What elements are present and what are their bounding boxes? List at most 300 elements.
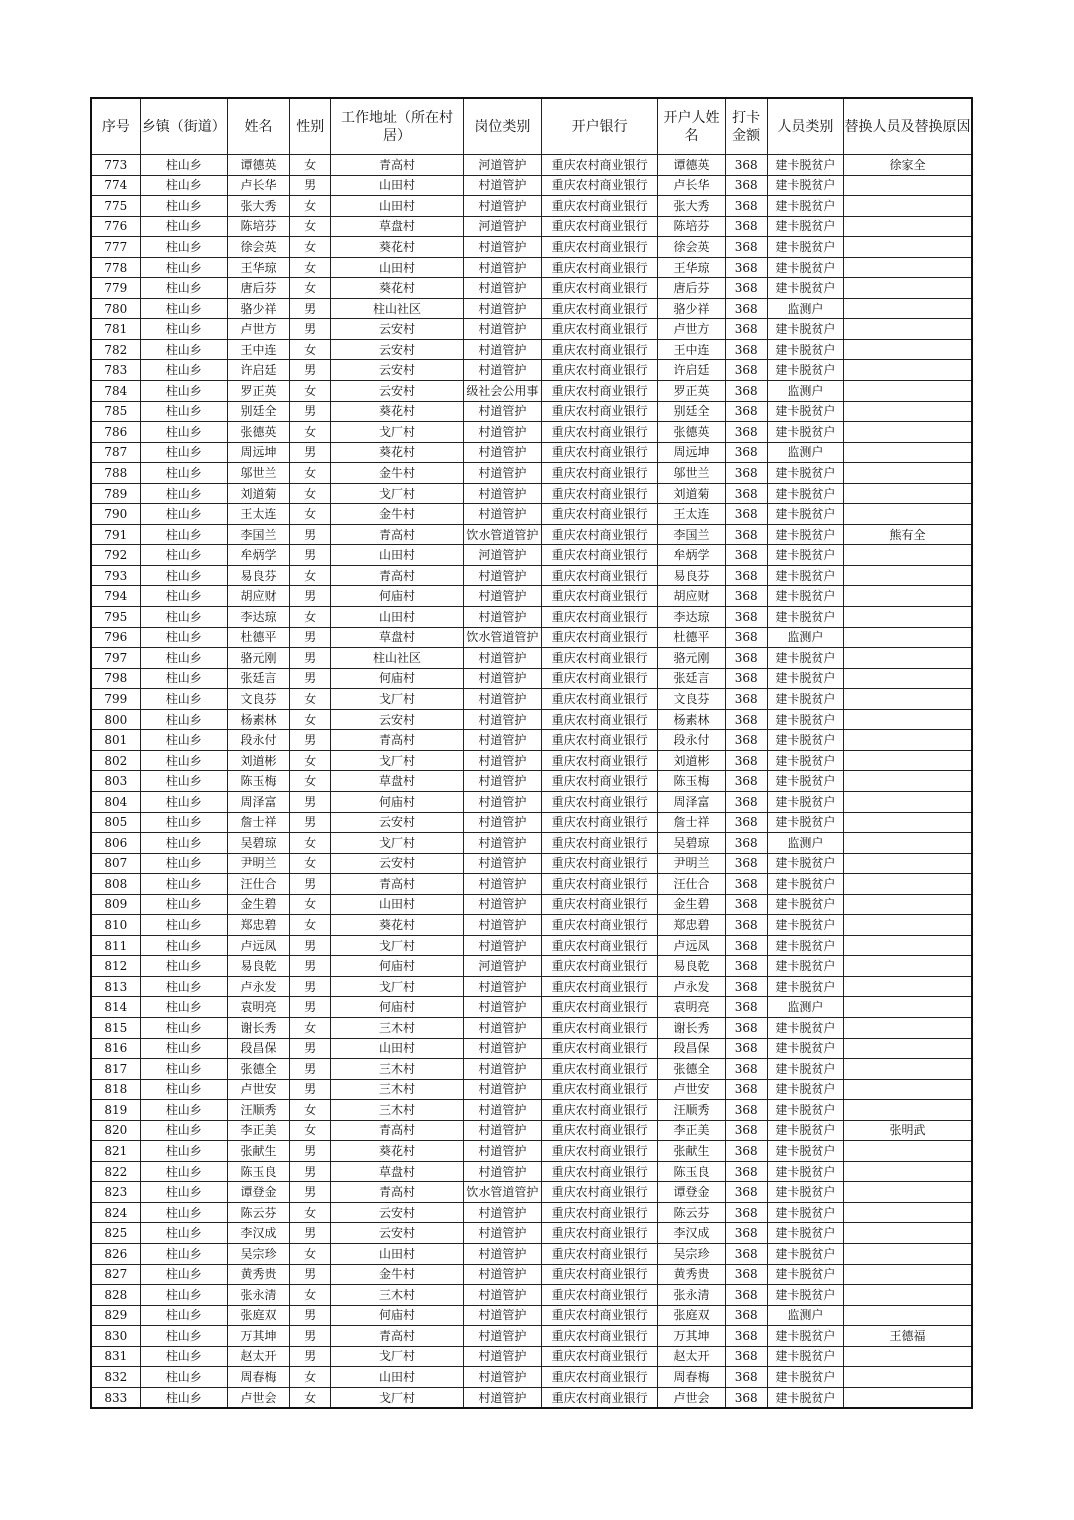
replacement-cell [843, 1223, 972, 1244]
amount-cell: 368 [725, 1120, 767, 1141]
address-cell: 山田村 [331, 1038, 463, 1059]
gender-cell: 男 [290, 524, 331, 545]
address-cell: 青高村 [331, 874, 463, 895]
name-cell: 陈玉良 [227, 1161, 289, 1182]
amount-cell: 368 [725, 750, 767, 771]
table-row [91, 422, 972, 443]
replacement-cell [843, 894, 972, 915]
post-type-cell: 村道管护 [463, 812, 541, 833]
gender-cell: 女 [290, 155, 331, 176]
amount-cell: 368 [725, 1367, 767, 1388]
serial-cell: 775 [91, 196, 140, 217]
table-row [91, 894, 972, 915]
table-row [91, 1326, 972, 1347]
bank-cell: 重庆农村商业银行 [541, 339, 657, 360]
amount-cell: 368 [725, 689, 767, 710]
category-cell: 建卡脱贫户 [767, 360, 843, 381]
table-row [91, 1161, 972, 1182]
holder-cell: 段永付 [658, 730, 725, 751]
post-type-cell: 饮水管道管护 [463, 627, 541, 648]
bank-cell: 重庆农村商业银行 [541, 689, 657, 710]
holder-cell: 卢世方 [658, 319, 725, 340]
name-cell: 卢世安 [227, 1079, 289, 1100]
holder-cell: 张献生 [658, 1141, 725, 1162]
address-cell: 草盘村 [331, 771, 463, 792]
holder-cell: 郑忠碧 [658, 915, 725, 936]
gender-cell: 男 [290, 360, 331, 381]
gender-cell: 女 [290, 1367, 331, 1388]
holder-cell: 王中连 [658, 339, 725, 360]
table-row [91, 730, 972, 751]
holder-cell: 詹士祥 [658, 812, 725, 833]
serial-cell: 784 [91, 381, 140, 402]
category-cell: 建卡脱贫户 [767, 565, 843, 586]
township-cell: 柱山乡 [140, 689, 227, 710]
amount-cell: 368 [725, 524, 767, 545]
township-cell: 柱山乡 [140, 1243, 227, 1264]
serial-cell: 773 [91, 155, 140, 176]
holder-cell: 赵太开 [658, 1346, 725, 1367]
table-row [91, 565, 972, 586]
category-cell: 建卡脱贫户 [767, 976, 843, 997]
amount-cell: 368 [725, 1305, 767, 1326]
township-cell: 柱山乡 [140, 1100, 227, 1121]
serial-cell: 777 [91, 237, 140, 258]
amount-cell: 368 [725, 1182, 767, 1203]
roster-table [90, 97, 973, 1409]
amount-cell: 368 [725, 360, 767, 381]
gender-cell: 女 [290, 1243, 331, 1264]
replacement-cell [843, 648, 972, 669]
serial-cell: 802 [91, 750, 140, 771]
header-amount: 打卡金额 [725, 98, 767, 155]
gender-cell: 男 [290, 627, 331, 648]
township-cell: 柱山乡 [140, 1141, 227, 1162]
post-type-cell: 饮水管道管护 [463, 1182, 541, 1203]
gender-cell: 男 [290, 1141, 331, 1162]
name-cell: 别廷全 [227, 401, 289, 422]
holder-cell: 张廷言 [658, 668, 725, 689]
table-row [91, 1120, 972, 1141]
post-type-cell: 村道管护 [463, 1243, 541, 1264]
holder-cell: 卢远凤 [658, 935, 725, 956]
table-row [91, 956, 972, 977]
amount-cell: 368 [725, 730, 767, 751]
serial-cell: 820 [91, 1120, 140, 1141]
serial-cell: 793 [91, 565, 140, 586]
bank-cell: 重庆农村商业银行 [541, 1202, 657, 1223]
address-cell: 青高村 [331, 1326, 463, 1347]
table-row [91, 812, 972, 833]
holder-cell: 易良芬 [658, 565, 725, 586]
category-cell: 建卡脱贫户 [767, 1161, 843, 1182]
bank-cell: 重庆农村商业银行 [541, 524, 657, 545]
replacement-cell [843, 401, 972, 422]
name-cell: 张献生 [227, 1141, 289, 1162]
serial-cell: 798 [91, 668, 140, 689]
post-type-cell: 村道管护 [463, 1202, 541, 1223]
amount-cell: 368 [725, 586, 767, 607]
bank-cell: 重庆农村商业银行 [541, 791, 657, 812]
bank-cell: 重庆农村商业银行 [541, 298, 657, 319]
holder-cell: 许启廷 [658, 360, 725, 381]
serial-cell: 790 [91, 504, 140, 525]
holder-cell: 段昌保 [658, 1038, 725, 1059]
address-cell: 山田村 [331, 196, 463, 217]
gender-cell: 女 [290, 915, 331, 936]
township-cell: 柱山乡 [140, 976, 227, 997]
table-row [91, 278, 972, 299]
serial-cell: 792 [91, 545, 140, 566]
table-row [91, 833, 972, 854]
table-row [91, 1243, 972, 1264]
township-cell: 柱山乡 [140, 442, 227, 463]
replacement-cell [843, 1141, 972, 1162]
township-cell: 柱山乡 [140, 894, 227, 915]
township-cell: 柱山乡 [140, 791, 227, 812]
serial-cell: 794 [91, 586, 140, 607]
table-row [91, 668, 972, 689]
post-type-cell: 级社会公用事 [463, 381, 541, 402]
address-cell: 戈厂村 [331, 833, 463, 854]
table-row [91, 237, 972, 258]
address-cell: 青高村 [331, 1120, 463, 1141]
township-cell: 柱山乡 [140, 237, 227, 258]
replacement-cell [843, 1182, 972, 1203]
category-cell: 建卡脱贫户 [767, 463, 843, 484]
name-cell: 王太连 [227, 504, 289, 525]
serial-cell: 828 [91, 1285, 140, 1306]
address-cell: 何庙村 [331, 586, 463, 607]
township-cell: 柱山乡 [140, 483, 227, 504]
township-cell: 柱山乡 [140, 339, 227, 360]
amount-cell: 368 [725, 1202, 767, 1223]
serial-cell: 778 [91, 257, 140, 278]
bank-cell: 重庆农村商业银行 [541, 422, 657, 443]
table-row [91, 648, 972, 669]
address-cell: 葵花村 [331, 278, 463, 299]
table-row [91, 1059, 972, 1080]
gender-cell: 男 [290, 668, 331, 689]
table-row [91, 1038, 972, 1059]
post-type-cell: 村道管护 [463, 196, 541, 217]
post-type-cell: 村道管护 [463, 1100, 541, 1121]
post-type-cell: 河道管护 [463, 216, 541, 237]
replacement-cell [843, 1100, 972, 1121]
gender-cell: 男 [290, 1161, 331, 1182]
replacement-cell [843, 915, 972, 936]
gender-cell: 男 [290, 1326, 331, 1347]
name-cell: 文良芬 [227, 689, 289, 710]
bank-cell: 重庆农村商业银行 [541, 175, 657, 196]
gender-cell: 男 [290, 1059, 331, 1080]
post-type-cell: 村道管护 [463, 319, 541, 340]
serial-cell: 811 [91, 935, 140, 956]
township-cell: 柱山乡 [140, 1346, 227, 1367]
serial-cell: 832 [91, 1367, 140, 1388]
post-type-cell: 村道管护 [463, 360, 541, 381]
post-type-cell: 村道管护 [463, 997, 541, 1018]
bank-cell: 重庆农村商业银行 [541, 463, 657, 484]
category-cell: 建卡脱贫户 [767, 278, 843, 299]
name-cell: 周远坤 [227, 442, 289, 463]
post-type-cell: 村道管护 [463, 504, 541, 525]
holder-cell: 袁明亮 [658, 997, 725, 1018]
township-cell: 柱山乡 [140, 545, 227, 566]
amount-cell: 368 [725, 155, 767, 176]
bank-cell: 重庆农村商业银行 [541, 1182, 657, 1203]
table-row [91, 1182, 972, 1203]
holder-cell: 陈玉良 [658, 1161, 725, 1182]
bank-cell: 重庆农村商业银行 [541, 216, 657, 237]
holder-cell: 李汉成 [658, 1223, 725, 1244]
replacement-cell [843, 750, 972, 771]
gender-cell: 女 [290, 689, 331, 710]
post-type-cell: 村道管护 [463, 648, 541, 669]
serial-cell: 819 [91, 1100, 140, 1121]
gender-cell: 女 [290, 750, 331, 771]
category-cell: 建卡脱贫户 [767, 709, 843, 730]
bank-cell: 重庆农村商业银行 [541, 1079, 657, 1100]
category-cell: 建卡脱贫户 [767, 155, 843, 176]
category-cell: 建卡脱贫户 [767, 689, 843, 710]
township-cell: 柱山乡 [140, 956, 227, 977]
bank-cell: 重庆农村商业银行 [541, 483, 657, 504]
serial-cell: 818 [91, 1079, 140, 1100]
holder-cell: 杨素林 [658, 709, 725, 730]
name-cell: 吴碧琼 [227, 833, 289, 854]
serial-cell: 829 [91, 1305, 140, 1326]
township-cell: 柱山乡 [140, 196, 227, 217]
gender-cell: 男 [290, 997, 331, 1018]
serial-cell: 824 [91, 1202, 140, 1223]
replacement-cell [843, 689, 972, 710]
post-type-cell: 村道管护 [463, 935, 541, 956]
table-row [91, 689, 972, 710]
category-cell: 建卡脱贫户 [767, 771, 843, 792]
township-cell: 柱山乡 [140, 175, 227, 196]
category-cell: 监测户 [767, 833, 843, 854]
township-cell: 柱山乡 [140, 257, 227, 278]
bank-cell: 重庆农村商业银行 [541, 997, 657, 1018]
serial-cell: 816 [91, 1038, 140, 1059]
address-cell: 青高村 [331, 155, 463, 176]
bank-cell: 重庆农村商业银行 [541, 771, 657, 792]
replacement-cell [843, 586, 972, 607]
holder-cell: 骆少祥 [658, 298, 725, 319]
gender-cell: 男 [290, 586, 331, 607]
amount-cell: 368 [725, 422, 767, 443]
bank-cell: 重庆农村商业银行 [541, 155, 657, 176]
holder-cell: 张永清 [658, 1285, 725, 1306]
gender-cell: 女 [290, 257, 331, 278]
serial-cell: 795 [91, 607, 140, 628]
gender-cell: 女 [290, 1017, 331, 1038]
township-cell: 柱山乡 [140, 319, 227, 340]
bank-cell: 重庆农村商业银行 [541, 1243, 657, 1264]
serial-cell: 800 [91, 709, 140, 730]
table-row [91, 196, 972, 217]
township-cell: 柱山乡 [140, 853, 227, 874]
gender-cell: 女 [290, 709, 331, 730]
table-row [91, 504, 972, 525]
holder-cell: 周春梅 [658, 1367, 725, 1388]
gender-cell: 女 [290, 463, 331, 484]
name-cell: 杜德平 [227, 627, 289, 648]
bank-cell: 重庆农村商业银行 [541, 874, 657, 895]
replacement-cell [843, 1387, 972, 1408]
category-cell: 建卡脱贫户 [767, 1285, 843, 1306]
table-row [91, 1141, 972, 1162]
gender-cell: 男 [290, 791, 331, 812]
bank-cell: 重庆农村商业银行 [541, 627, 657, 648]
township-cell: 柱山乡 [140, 997, 227, 1018]
holder-cell: 汪仕合 [658, 874, 725, 895]
serial-cell: 805 [91, 812, 140, 833]
category-cell: 建卡脱贫户 [767, 812, 843, 833]
township-cell: 柱山乡 [140, 1120, 227, 1141]
replacement-cell [843, 771, 972, 792]
township-cell: 柱山乡 [140, 935, 227, 956]
post-type-cell: 村道管护 [463, 1264, 541, 1285]
address-cell: 三木村 [331, 1017, 463, 1038]
category-cell: 建卡脱贫户 [767, 1182, 843, 1203]
name-cell: 陈培芬 [227, 216, 289, 237]
post-type-cell: 村道管护 [463, 401, 541, 422]
post-type-cell: 村道管护 [463, 175, 541, 196]
bank-cell: 重庆农村商业银行 [541, 853, 657, 874]
holder-cell: 汪顺秀 [658, 1100, 725, 1121]
header-township: 乡镇（街道） [140, 98, 227, 155]
address-cell: 何庙村 [331, 956, 463, 977]
serial-cell: 833 [91, 1387, 140, 1408]
township-cell: 柱山乡 [140, 874, 227, 895]
serial-cell: 781 [91, 319, 140, 340]
post-type-cell: 村道管护 [463, 730, 541, 751]
name-cell: 郑忠碧 [227, 915, 289, 936]
category-cell: 建卡脱贫户 [767, 874, 843, 895]
replacement-cell [843, 545, 972, 566]
amount-cell: 368 [725, 1017, 767, 1038]
post-type-cell: 村道管护 [463, 1120, 541, 1141]
category-cell: 建卡脱贫户 [767, 956, 843, 977]
township-cell: 柱山乡 [140, 1202, 227, 1223]
category-cell: 建卡脱贫户 [767, 750, 843, 771]
category-cell: 监测户 [767, 298, 843, 319]
replacement-cell [843, 565, 972, 586]
category-cell: 建卡脱贫户 [767, 1264, 843, 1285]
name-cell: 万其坤 [227, 1326, 289, 1347]
township-cell: 柱山乡 [140, 422, 227, 443]
holder-cell: 张德全 [658, 1059, 725, 1080]
amount-cell: 368 [725, 894, 767, 915]
header-person-category: 人员类别 [767, 98, 843, 155]
bank-cell: 重庆农村商业银行 [541, 915, 657, 936]
holder-cell: 邬世兰 [658, 463, 725, 484]
category-cell: 建卡脱贫户 [767, 524, 843, 545]
name-cell: 袁明亮 [227, 997, 289, 1018]
holder-cell: 谭登金 [658, 1182, 725, 1203]
post-type-cell: 村道管护 [463, 750, 541, 771]
address-cell: 草盘村 [331, 1161, 463, 1182]
replacement-cell [843, 319, 972, 340]
serial-cell: 823 [91, 1182, 140, 1203]
gender-cell: 女 [290, 1202, 331, 1223]
serial-cell: 799 [91, 689, 140, 710]
address-cell: 山田村 [331, 545, 463, 566]
table-row [91, 1223, 972, 1244]
replacement-cell [843, 257, 972, 278]
address-cell: 云安村 [331, 853, 463, 874]
replacement-cell [843, 709, 972, 730]
table-row [91, 709, 972, 730]
serial-cell: 791 [91, 524, 140, 545]
serial-cell: 776 [91, 216, 140, 237]
post-type-cell: 村道管护 [463, 791, 541, 812]
township-cell: 柱山乡 [140, 1161, 227, 1182]
amount-cell: 368 [725, 565, 767, 586]
amount-cell: 368 [725, 442, 767, 463]
holder-cell: 陈云芬 [658, 1202, 725, 1223]
table-row [91, 976, 972, 997]
replacement-cell [843, 853, 972, 874]
category-cell: 建卡脱贫户 [767, 935, 843, 956]
replacement-cell [843, 278, 972, 299]
holder-cell: 杜德平 [658, 627, 725, 648]
township-cell: 柱山乡 [140, 607, 227, 628]
table-row [91, 1264, 972, 1285]
category-cell: 建卡脱贫户 [767, 545, 843, 566]
category-cell: 监测户 [767, 1305, 843, 1326]
table-row [91, 463, 972, 484]
post-type-cell: 村道管护 [463, 442, 541, 463]
amount-cell: 368 [725, 175, 767, 196]
amount-cell: 368 [725, 1243, 767, 1264]
name-cell: 汪仕合 [227, 874, 289, 895]
gender-cell: 男 [290, 1223, 331, 1244]
replacement-cell [843, 175, 972, 196]
category-cell: 建卡脱贫户 [767, 422, 843, 443]
replacement-cell [843, 956, 972, 977]
category-cell: 建卡脱贫户 [767, 1346, 843, 1367]
township-cell: 柱山乡 [140, 401, 227, 422]
category-cell: 建卡脱贫户 [767, 401, 843, 422]
category-cell: 建卡脱贫户 [767, 257, 843, 278]
table-body [91, 155, 972, 1409]
address-cell: 戈厂村 [331, 750, 463, 771]
post-type-cell: 村道管护 [463, 483, 541, 504]
address-cell: 云安村 [331, 360, 463, 381]
post-type-cell: 村道管护 [463, 1326, 541, 1347]
replacement-cell [843, 381, 972, 402]
amount-cell: 368 [725, 1100, 767, 1121]
post-type-cell: 饮水管道管护 [463, 524, 541, 545]
table-row [91, 1346, 972, 1367]
address-cell: 金牛村 [331, 1264, 463, 1285]
category-cell: 建卡脱贫户 [767, 319, 843, 340]
township-cell: 柱山乡 [140, 771, 227, 792]
gender-cell: 男 [290, 319, 331, 340]
amount-cell: 368 [725, 381, 767, 402]
serial-cell: 821 [91, 1141, 140, 1162]
header-account-holder: 开户人姓名 [658, 98, 725, 155]
table-row [91, 1285, 972, 1306]
name-cell: 段永付 [227, 730, 289, 751]
table-row [91, 298, 972, 319]
serial-cell: 796 [91, 627, 140, 648]
bank-cell: 重庆农村商业银行 [541, 935, 657, 956]
bank-cell: 重庆农村商业银行 [541, 504, 657, 525]
